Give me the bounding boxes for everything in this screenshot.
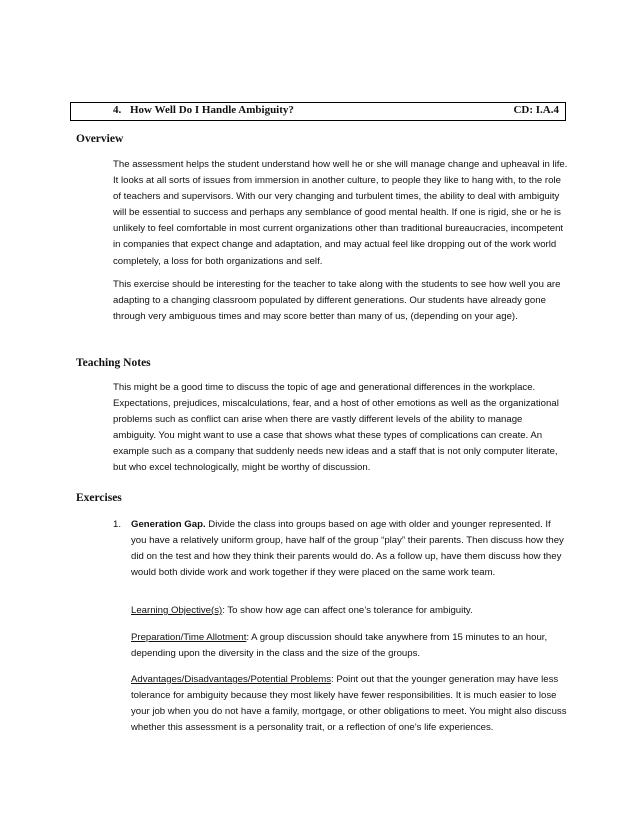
exercises-heading: Exercises xyxy=(76,492,122,504)
learning-objective-text: : To show how age can affect one’s tolerance for ambiguity. xyxy=(222,605,473,616)
exercise-item-title: Generation Gap. xyxy=(131,519,206,530)
preparation-time-label: Preparation/Time Allotment xyxy=(131,632,247,643)
teaching-notes-paragraph: This might be a good time to discuss the topic of age and generational differences in the workplace. Expectations, prejudices, miscalculations, fear, and a host of other emotions as well as the organizational problems such as conflict can arise when there are vastly different levels of the ability to manage ambiguity. You might want to use a case that shows what these types of complications can create. An example such as a company that suddenly needs new ideas and a staff that is not only computer literate, but who excel technologically, might be worthy of discussion. xyxy=(113,382,559,474)
learning-objective xyxy=(131,603,568,619)
advantages-label: Advantages/Disadvantages/Potential Problems xyxy=(131,674,331,685)
advantages-text: : Point out that the younger generation may have less tolerance for ambiguity because they most likely have fewer responsibilities. It is much easier to lose your job when you do not have a family, mortgage, or other obligations to meet. You might also discuss whether this assessment is a personality trait, or a reflection of one’s life experiences. xyxy=(131,674,567,734)
title-box xyxy=(70,102,566,121)
preparation-time-text: : A group discussion should take anywhere from 15 minutes to an hour, depending upon the diversity in the class and the size of the groups. xyxy=(131,632,548,660)
exercise-item-number: 1. xyxy=(113,519,122,530)
section-code: CD: I.A.4 xyxy=(513,104,559,116)
learning-objective-label: Learning Objective(s) xyxy=(131,605,223,616)
preparation-time xyxy=(131,630,568,662)
exercise-item-body xyxy=(131,517,568,581)
exercise-item-text: Divide the class into groups based on age with older and younger represented. If you have a relatively uniform group, have half of the group “play” their parents. Then discuss how they did on the test and how they think their parents would do. As a follow up, have them discuss how they would both divide work and work together if they were placed on the same work team. xyxy=(131,519,564,579)
overview-paragraph-1: The assessment helps the student understand how well he or she will manage change and upheaval in life. It looks at all sorts of issues from immersion in another culture, to people they like to hang with, to the role of teachers and supervisors. With our very changing and turbulent times, the ability to deal with ambiguity will be essential to success and perhaps any semblance of good mental health. If one is rigid, she or he is unlikely to feel comfortable in most current organizations other than traditional bureaucracies, incompetent in companies that expect change and adaptation, and may actual feel like dropping out of the work world completely, a loss for both organizations and self. xyxy=(113,159,568,267)
section-number: 4. xyxy=(113,104,122,116)
overview-heading: Overview xyxy=(76,133,124,145)
teaching-notes-heading: Teaching Notes xyxy=(76,357,151,369)
overview-paragraph-2: This exercise should be interesting for the teacher to take along with the students to see how well you are adapting to a changing classroom populated by different generations. Our students have already gone through very ambiguous times and may score better than many of us, (depending on your age). xyxy=(113,279,561,323)
advantages-disadvantages xyxy=(131,672,568,736)
section-title: How Well Do I Handle Ambiguity? xyxy=(130,104,294,116)
